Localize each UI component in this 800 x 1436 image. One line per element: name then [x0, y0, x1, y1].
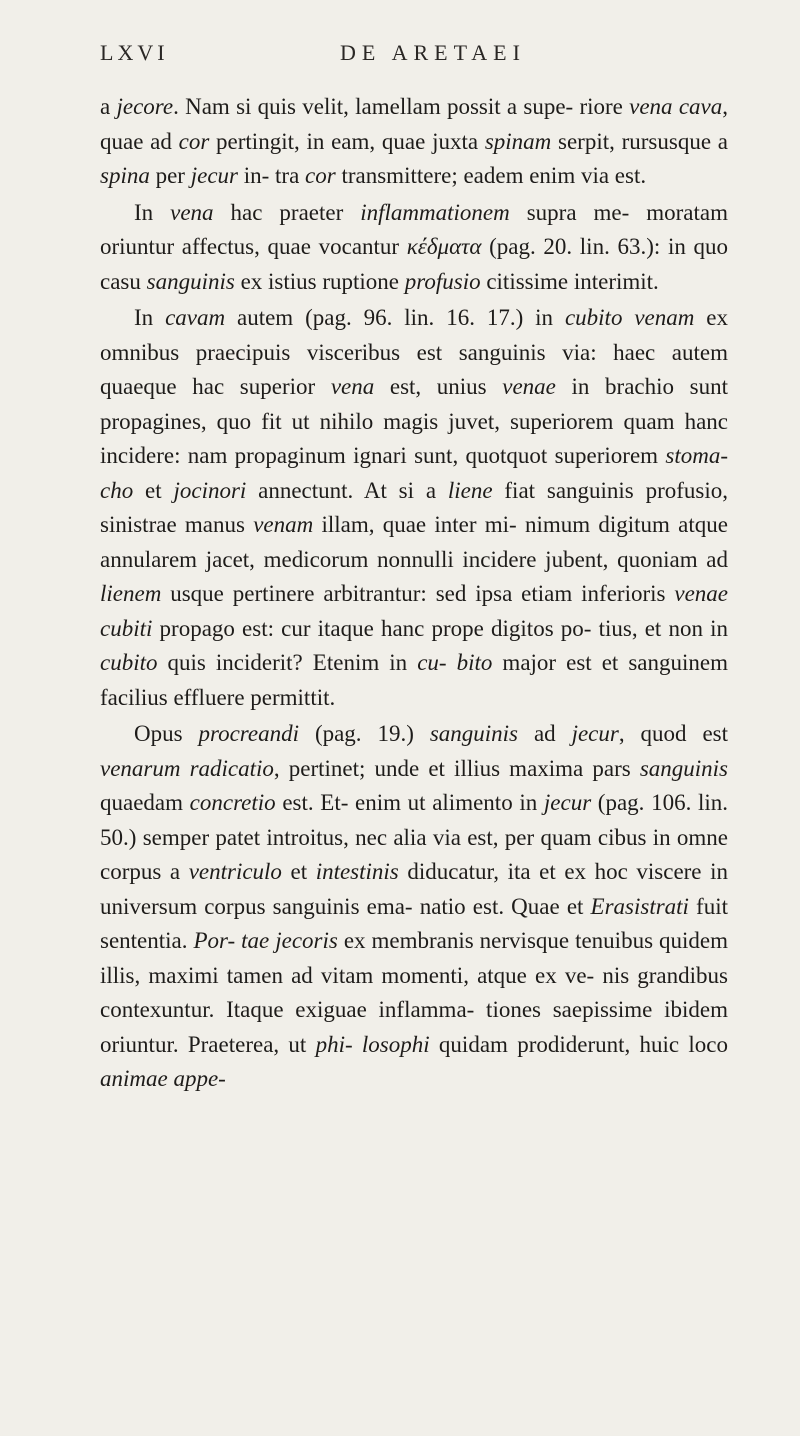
body-text: [100, 90, 728, 1097]
italic-term: sanguinis: [429, 721, 519, 746]
text-run: ad: [518, 721, 572, 746]
italic-term: jecur: [543, 790, 592, 815]
text-run: In: [134, 199, 171, 225]
italic-term: Por- tae jecoris: [193, 928, 338, 953]
italic-term: concretio: [189, 790, 276, 815]
italic-term: venam: [253, 512, 314, 537]
italic-term: cor: [178, 128, 210, 154]
italic-term: inflammationem: [360, 199, 510, 225]
text-run: autem (pag. 96. lin. 16. 17.) in: [225, 305, 565, 330]
italic-term: venae cubiti: [100, 581, 728, 641]
italic-term: spina: [100, 163, 150, 188]
text-run: , quod est: [618, 721, 728, 746]
page-number: LXVI: [100, 40, 169, 65]
text-run: per: [149, 163, 191, 188]
italic-term: cavam: [165, 305, 226, 330]
italic-term: sanguinis: [639, 755, 728, 781]
italic-term: phi- losophi: [315, 1031, 430, 1057]
italic-term: Erasistrati: [590, 893, 689, 919]
text-run: in brachio sunt propagines, quo fit ut nihilo magis juvet, superiorem quam hanc incidere: nam propaginum ignari sunt, quotquot superiorem: [100, 374, 728, 468]
italic-term: vena cava: [629, 94, 723, 119]
running-title: DE ARETAEI: [340, 40, 526, 65]
italic-term: jecore: [116, 94, 174, 119]
italic-term: venae: [502, 374, 556, 399]
text-run: et: [133, 477, 174, 503]
text-run: (pag. 19.): [299, 721, 430, 746]
italic-term: venarum radicatio: [100, 755, 274, 781]
text-run: annectunt. At si a: [246, 477, 448, 503]
paragraph: [100, 717, 728, 1097]
italic-term: cor: [305, 163, 336, 188]
text-run: a: [100, 94, 117, 119]
text-run: quaedam: [100, 790, 190, 815]
text-run: usque pertinere arbitrantur: sed ipsa etiam inferioris: [161, 581, 675, 606]
italic-term: intestinis: [315, 859, 399, 884]
text-run: ex membranis nervisque tenuibus quidem illis, maximi tamen ad vitam momenti, atque ex ve- nis grandibus contexuntur. Itaque exiguae inflamma- tiones saepissime ibidem oriuntur. Praeterea, ut: [100, 928, 728, 1057]
text-run: transmittere; eadem enim via est.: [335, 163, 647, 188]
text-run: major est et sanguinem facilius effluere permittit.: [100, 650, 728, 710]
italic-term: ventriculo: [188, 859, 282, 884]
paragraph: [100, 90, 728, 194]
text-run: . Nam si quis velit, lamellam possit a supe- riore: [173, 94, 630, 119]
text-run: quidam prodiderunt, huic loco: [429, 1031, 729, 1057]
italic-term: procreandi: [198, 721, 300, 746]
text-run: propago est: cur itaque hanc prope digitos po- tius, et non in: [152, 615, 728, 641]
text-run: (pag. 20. lin. 63.): in quo casu: [100, 234, 728, 294]
text-run: illam, quae inter mi- nimum digitum atque annularem jacet, medicorum nonnulli incidere jubent, quoniam ad: [100, 512, 728, 572]
italic-term: profusio: [404, 268, 481, 294]
italic-term: animae appe-: [100, 1066, 226, 1091]
italic-term: jecur: [571, 721, 619, 746]
paragraph: [100, 196, 728, 300]
text-run: ex istius ruptione: [234, 268, 405, 294]
italic-term: cu- bito: [417, 650, 493, 675]
text-run: (pag. 106. lin. 50.) semper patet introitus, nec alia via est, per quam cibus in omne corpus a: [100, 790, 729, 884]
italic-term: liene: [447, 477, 493, 503]
italic-term: sanguinis: [146, 268, 235, 294]
text-run: quis inciderit? Etenim in: [157, 650, 418, 675]
italic-term: jocinori: [173, 477, 247, 503]
text-run: , pertinet; unde et illius maxima pars: [273, 755, 640, 781]
text-run: pertingit, in eam, quae juxta: [209, 128, 485, 154]
text-run: ex omnibus praecipuis visceribus est sanguinis via: haec autem quaeque hac superior: [100, 305, 728, 399]
text-run: In: [134, 305, 166, 330]
italic-term: stoma- cho: [100, 443, 728, 503]
italic-term: vena: [170, 199, 214, 225]
italic-term: lienem: [100, 581, 162, 606]
italic-term: jecur: [190, 163, 238, 188]
text-run: est, unius: [374, 374, 503, 399]
italic-term: vena: [330, 374, 375, 399]
text-run: Opus: [134, 721, 199, 746]
text-run: hac praeter: [213, 199, 361, 225]
text-run: fuit sententia.: [100, 893, 728, 953]
text-run: , quae ad: [100, 94, 728, 154]
text-run: et: [281, 859, 316, 884]
text-run: serpit, rursusque a: [551, 128, 728, 154]
text-run: supra me- moratam oriuntur affectus, quae vocantur: [100, 199, 728, 259]
text-run: est. Et- enim ut alimento in: [275, 790, 544, 815]
text-run: diducatur, ita et ex hoc viscere in universum corpus sanguinis ema- natio est. Quae et: [100, 859, 728, 919]
italic-term: cubito venam: [564, 305, 695, 330]
paragraph: [100, 301, 728, 715]
italic-term: spinam: [484, 128, 552, 154]
text-run: fiat sanguinis profusio, sinistrae manus: [100, 477, 728, 537]
text-run: citissime interimit.: [480, 268, 659, 294]
italic-term: κέδματα: [406, 234, 482, 259]
text-run: in- tra: [237, 163, 306, 188]
italic-term: cubito: [100, 650, 158, 675]
